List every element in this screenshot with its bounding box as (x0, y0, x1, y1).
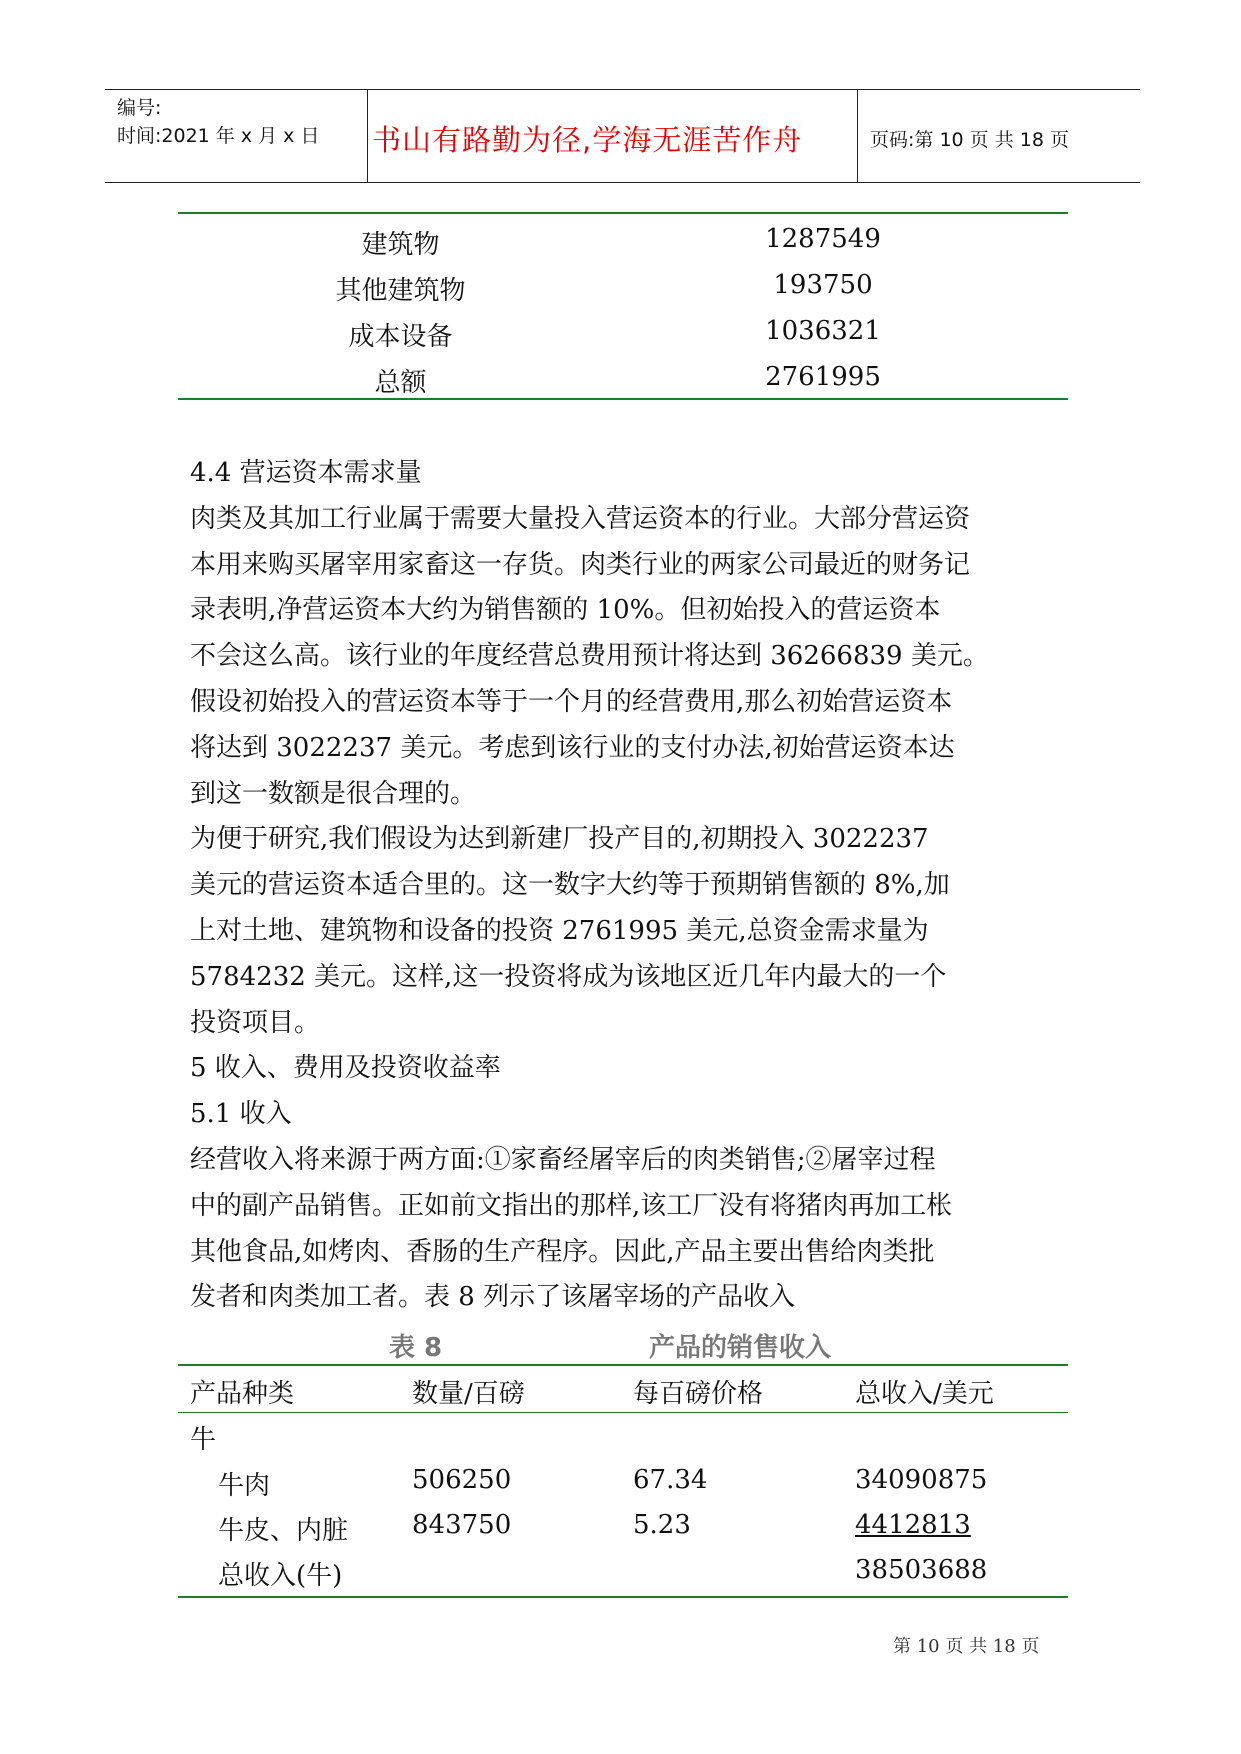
paragraph-line: 录表明,净营运资本大约为销售额的 10%。但初始投入的营运资本 (190, 595, 941, 626)
column-header: 数量/百磅 (412, 1379, 525, 1409)
product-qty: 843750 (412, 1510, 512, 1540)
table-row (190, 1555, 1070, 1600)
product-name: 牛皮、内脏 (218, 1516, 349, 1546)
paragraph-line: 投资项目。 (190, 1007, 321, 1038)
asset-table-row (178, 316, 1068, 362)
product-category: 牛 (190, 1425, 217, 1455)
asset-name: 总额 (374, 368, 427, 398)
asset-table-bottom-rule (178, 398, 1068, 400)
header-time-label: 时间:2021 年 x 月 x 日 (117, 125, 320, 147)
product-table-top-rule (178, 1364, 1068, 1366)
product-total: 34090875 (855, 1465, 988, 1495)
product-table-bottom-rule (178, 1596, 1068, 1598)
header-divider-left (367, 90, 368, 183)
asset-name: 其他建筑物 (335, 276, 466, 306)
product-price: 67.34 (633, 1465, 708, 1495)
asset-value: 1287549 (765, 224, 881, 254)
column-header: 产品种类 (190, 1379, 295, 1409)
product-qty: 506250 (412, 1465, 512, 1495)
paragraph-line: 为便于研究,我们假设为达到新建厂投产目的,初期投入 3022237 (190, 824, 929, 855)
header-bottom-rule (105, 182, 1140, 183)
paragraph-line: 5784232 美元。这样,这一投资将成为该地区近几年内最大的一个 (190, 961, 947, 992)
paragraph-line: 发者和肉类加工者。表 8 列示了该屠宰场的产品收入 (190, 1282, 796, 1313)
asset-table-row (178, 362, 1068, 408)
table-title: 产品的销售收入 (649, 1333, 832, 1363)
asset-value: 1036321 (765, 316, 881, 346)
header-meta (117, 94, 319, 150)
asset-name: 成本设备 (348, 322, 453, 352)
asset-name: 建筑物 (361, 230, 440, 260)
section-heading: 5.1 收入 (190, 1099, 292, 1130)
product-category-row (190, 1419, 1070, 1464)
header-number-label: 编号: (117, 97, 162, 119)
paragraph-line: 美元的营运资本适合里的。这一数字大约等于预期销售额的 8%,加 (190, 870, 950, 901)
product-name: 牛肉 (218, 1471, 271, 1501)
paragraph-line: 假设初始投入的营运资本等于一个月的经营费用,那么初始营运资本 (190, 686, 953, 717)
header-page-label: 页码:第 10 页 共 18 页 (870, 129, 1069, 151)
column-header: 总收入/美元 (855, 1379, 994, 1409)
page-footer: 第 10 页 共 18 页 (893, 1636, 1040, 1657)
header-motto: 书山有路勤为径,学海无涯苦作舟 (372, 123, 803, 157)
table-number: 表 8 (389, 1333, 443, 1363)
section-heading: 5 收入、费用及投资收益率 (190, 1053, 501, 1084)
product-price: 5.23 (633, 1510, 691, 1540)
paragraph-line: 中的副产品销售。正如前文指出的那样,该工厂没有将猪肉再加工枨 (190, 1190, 953, 1221)
section-heading: 4.4 营运资本需求量 (190, 458, 422, 488)
asset-table-row (178, 270, 1068, 316)
paragraph-line: 到这一数额是很合理的。 (190, 778, 477, 809)
product-total: 4412813 (855, 1510, 971, 1540)
paragraph-line: 其他食品,如烤肉、香肠的生产程序。因此,产品主要出售给肉类批 (190, 1236, 935, 1267)
product-table-header-rule (178, 1412, 1068, 1413)
table-row (190, 1465, 1070, 1510)
asset-value: 2761995 (765, 362, 881, 392)
asset-table-top-rule (178, 212, 1068, 214)
product-name: 总收入(牛) (218, 1561, 343, 1591)
column-header: 每百磅价格 (633, 1379, 764, 1409)
body-text (190, 451, 1085, 1321)
product-total: 38503688 (855, 1555, 988, 1585)
table-row (190, 1510, 1070, 1555)
paragraph-line: 将达到 3022237 美元。考虑到该行业的支付办法,初始营运资本达 (190, 732, 955, 763)
paragraph-line: 经营收入将来源于两方面:①家畜经屠宰后的肉类销售;②屠宰过程 (190, 1144, 936, 1175)
paragraph-line: 不会这么高。该行业的年度经营总费用预计将达到 36266839 美元。 (190, 641, 989, 672)
paragraph-line: 上对土地、建筑物和设备的投资 2761995 美元,总资金需求量为 (190, 915, 929, 946)
paragraph-line: 肉类及其加工行业属于需要大量投入营运资本的行业。大部分营运资 (190, 503, 971, 534)
header-top-rule (105, 89, 1140, 90)
asset-table-row (178, 224, 1068, 270)
asset-value: 193750 (773, 270, 873, 300)
paragraph-line: 本用来购买屠宰用家畜这一存货。肉类行业的两家公司最近的财务记 (190, 549, 971, 580)
